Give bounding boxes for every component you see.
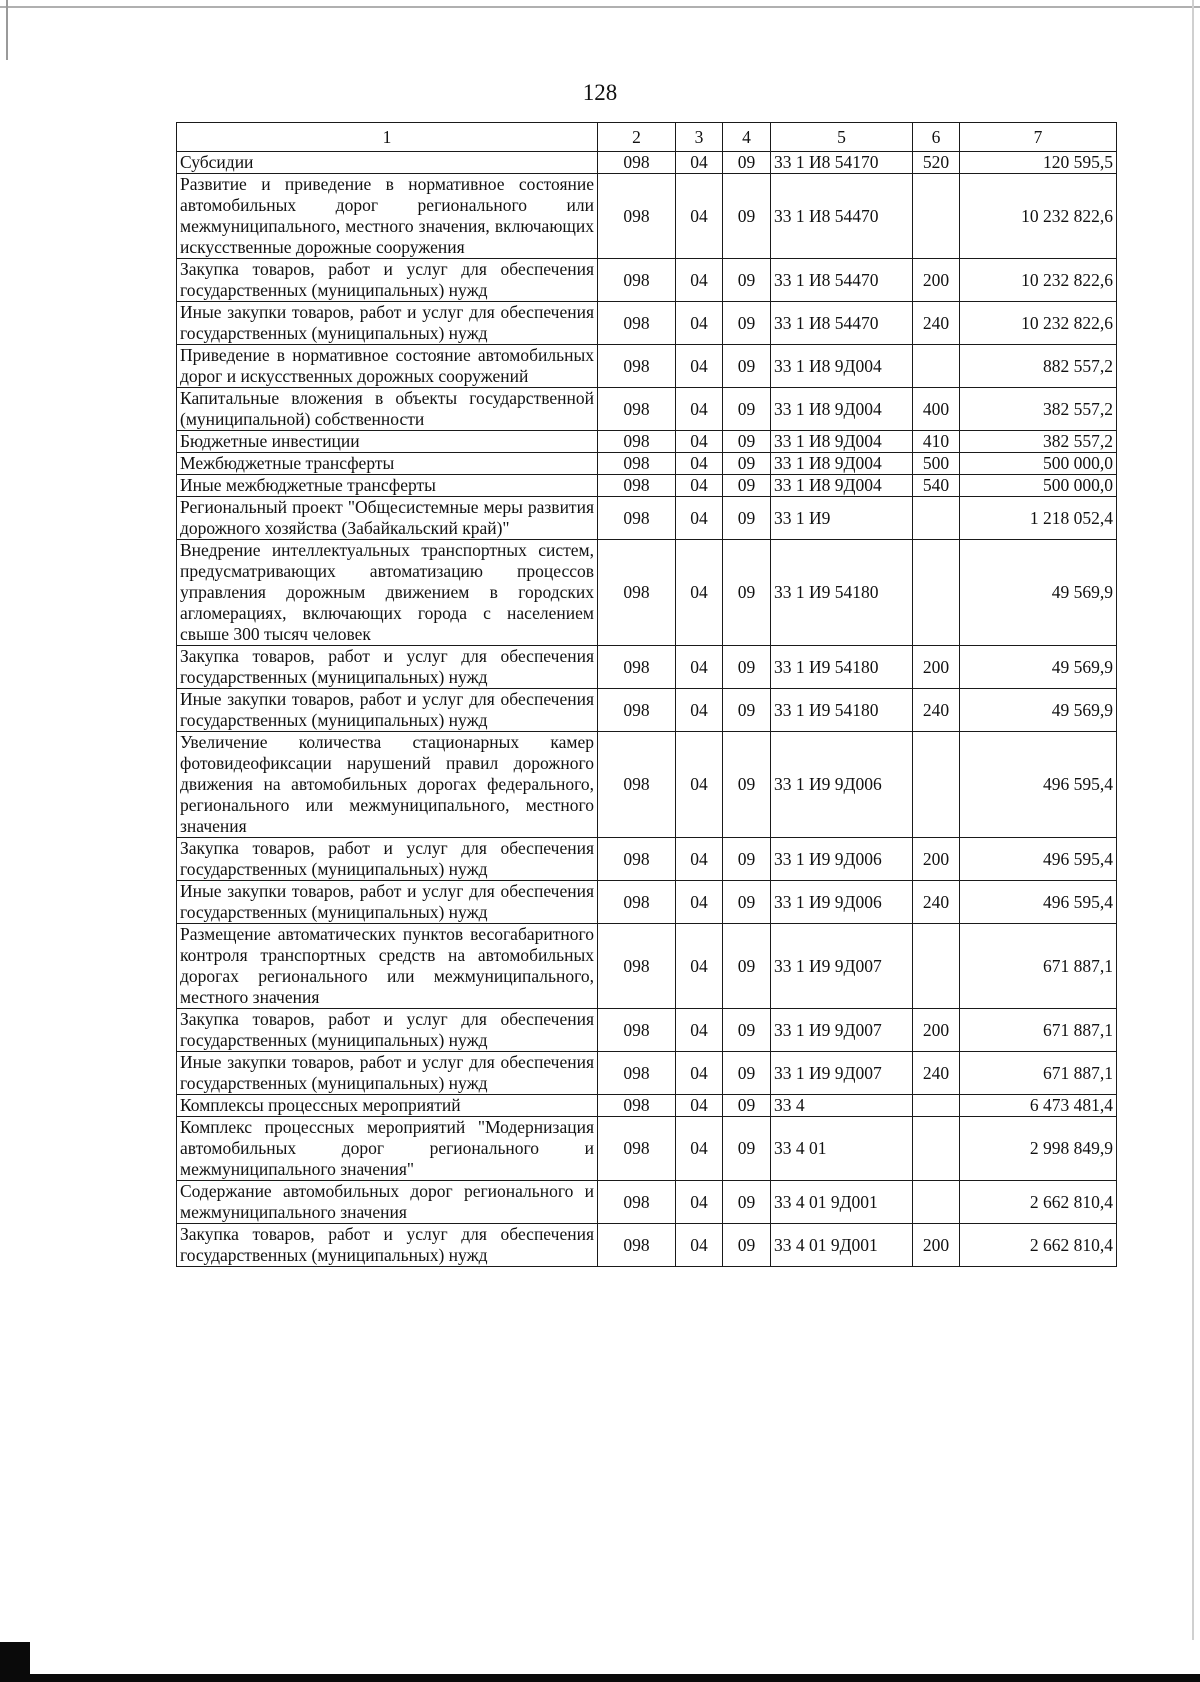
table-row: [177, 1052, 1117, 1095]
row-expense-type-cell: [913, 732, 960, 838]
row-subsection-cell: 09: [723, 1224, 771, 1267]
row-subsection-cell: 09: [723, 152, 771, 174]
row-section-cell: 04: [676, 475, 723, 497]
row-subsection-cell: 09: [723, 540, 771, 646]
table-row: [177, 1117, 1117, 1181]
row-amount-cell: 671 887,1: [960, 1009, 1117, 1052]
scan-left-edge: [6, 0, 8, 60]
row-expense-type-cell: [913, 1095, 960, 1117]
table-row: [177, 732, 1117, 838]
row-expense-type-cell: 200: [913, 1224, 960, 1267]
header-col-4: 4: [723, 123, 771, 152]
row-admin-code-cell: 098: [598, 1117, 676, 1181]
row-expense-type-cell: 400: [913, 388, 960, 431]
row-subsection-cell: 09: [723, 1052, 771, 1095]
row-target-article-cell: 33 4: [771, 1095, 913, 1117]
row-target-article-cell: 33 1 И8 9Д004: [771, 475, 913, 497]
row-name-cell: Иные закупки товаров, работ и услуг для обеспечения государственных (муниципальных) нужд: [177, 302, 598, 345]
row-target-article-cell: 33 1 И8 9Д004: [771, 453, 913, 475]
row-expense-type-cell: 540: [913, 475, 960, 497]
row-name-cell: Закупка товаров, работ и услуг для обеспечения государственных (муниципальных) нужд: [177, 838, 598, 881]
row-admin-code-cell: 098: [598, 689, 676, 732]
row-subsection-cell: 09: [723, 431, 771, 453]
row-subsection-cell: 09: [723, 1009, 771, 1052]
row-section-cell: 04: [676, 646, 723, 689]
row-target-article-cell: 33 4 01 9Д001: [771, 1181, 913, 1224]
header-row: [177, 123, 1117, 152]
row-section-cell: 04: [676, 838, 723, 881]
row-admin-code-cell: 098: [598, 302, 676, 345]
row-target-article-cell: 33 1 И9 9Д006: [771, 732, 913, 838]
header-col-5: 5: [771, 123, 913, 152]
header-col-3: 3: [676, 123, 723, 152]
table-row: [177, 453, 1117, 475]
row-name-cell: Комплексы процессных мероприятий: [177, 1095, 598, 1117]
row-name-cell: Иные межбюджетные трансферты: [177, 475, 598, 497]
row-target-article-cell: 33 1 И9 9Д007: [771, 1009, 913, 1052]
row-target-article-cell: 33 1 И8 54470: [771, 259, 913, 302]
table-row: [177, 881, 1117, 924]
row-expense-type-cell: [913, 345, 960, 388]
row-name-cell: Капитальные вложения в объекты государственной (муниципальной) собственности: [177, 388, 598, 431]
row-target-article-cell: 33 1 И9 54180: [771, 689, 913, 732]
row-subsection-cell: 09: [723, 345, 771, 388]
row-amount-cell: 382 557,2: [960, 431, 1117, 453]
row-amount-cell: 49 569,9: [960, 689, 1117, 732]
row-subsection-cell: 09: [723, 475, 771, 497]
table-row: [177, 1009, 1117, 1052]
row-target-article-cell: 33 1 И9 9Д006: [771, 881, 913, 924]
row-amount-cell: 10 232 822,6: [960, 259, 1117, 302]
row-subsection-cell: 09: [723, 1095, 771, 1117]
row-name-cell: Иные закупки товаров, работ и услуг для обеспечения государственных (муниципальных) нужд: [177, 881, 598, 924]
row-section-cell: 04: [676, 388, 723, 431]
row-subsection-cell: 09: [723, 838, 771, 881]
row-target-article-cell: 33 1 И8 9Д004: [771, 345, 913, 388]
row-target-article-cell: 33 1 И9 9Д006: [771, 838, 913, 881]
row-section-cell: 04: [676, 302, 723, 345]
row-section-cell: 04: [676, 152, 723, 174]
row-subsection-cell: 09: [723, 497, 771, 540]
table-row: [177, 174, 1117, 259]
row-admin-code-cell: 098: [598, 924, 676, 1009]
row-subsection-cell: 09: [723, 453, 771, 475]
row-expense-type-cell: 240: [913, 689, 960, 732]
row-admin-code-cell: 098: [598, 174, 676, 259]
table-row: [177, 924, 1117, 1009]
row-target-article-cell: 33 1 И8 54470: [771, 302, 913, 345]
page-number: 128: [582, 80, 618, 105]
header-col-7: 7: [960, 123, 1117, 152]
table-row: [177, 345, 1117, 388]
row-expense-type-cell: 240: [913, 1052, 960, 1095]
row-amount-cell: 671 887,1: [960, 1052, 1117, 1095]
row-admin-code-cell: 098: [598, 1009, 676, 1052]
row-subsection-cell: 09: [723, 924, 771, 1009]
row-section-cell: 04: [676, 259, 723, 302]
row-target-article-cell: 33 1 И8 54470: [771, 174, 913, 259]
table-row: [177, 475, 1117, 497]
row-admin-code-cell: 098: [598, 881, 676, 924]
row-amount-cell: 882 557,2: [960, 345, 1117, 388]
row-name-cell: Бюджетные инвестиции: [177, 431, 598, 453]
row-expense-type-cell: 200: [913, 838, 960, 881]
row-subsection-cell: 09: [723, 1181, 771, 1224]
row-admin-code-cell: 098: [598, 345, 676, 388]
row-section-cell: 04: [676, 689, 723, 732]
row-subsection-cell: 09: [723, 881, 771, 924]
row-admin-code-cell: 098: [598, 838, 676, 881]
table-row: [177, 388, 1117, 431]
row-admin-code-cell: 098: [598, 732, 676, 838]
row-section-cell: 04: [676, 345, 723, 388]
table-row: [177, 1181, 1117, 1224]
row-section-cell: 04: [676, 881, 723, 924]
row-name-cell: Содержание автомобильных дорог регионального и межмуниципального значения: [177, 1181, 598, 1224]
row-expense-type-cell: [913, 1117, 960, 1181]
row-name-cell: Закупка товаров, работ и услуг для обеспечения государственных (муниципальных) нужд: [177, 646, 598, 689]
table-row: [177, 1095, 1117, 1117]
row-expense-type-cell: 240: [913, 302, 960, 345]
row-section-cell: 04: [676, 1009, 723, 1052]
scan-top-edge: [0, 6, 1200, 8]
row-subsection-cell: 09: [723, 1117, 771, 1181]
row-name-cell: Межбюджетные трансферты: [177, 453, 598, 475]
row-expense-type-cell: 500: [913, 453, 960, 475]
row-section-cell: 04: [676, 540, 723, 646]
row-target-article-cell: 33 1 И8 9Д004: [771, 431, 913, 453]
table-row: [177, 838, 1117, 881]
row-admin-code-cell: 098: [598, 152, 676, 174]
row-section-cell: 04: [676, 1052, 723, 1095]
row-amount-cell: 6 473 481,4: [960, 1095, 1117, 1117]
row-amount-cell: 496 595,4: [960, 732, 1117, 838]
row-name-cell: Закупка товаров, работ и услуг для обеспечения государственных (муниципальных) нужд: [177, 1224, 598, 1267]
table-row: [177, 646, 1117, 689]
row-subsection-cell: 09: [723, 302, 771, 345]
row-admin-code-cell: 098: [598, 540, 676, 646]
row-name-cell: Закупка товаров, работ и услуг для обеспечения государственных (муниципальных) нужд: [177, 259, 598, 302]
row-amount-cell: 2 662 810,4: [960, 1224, 1117, 1267]
row-admin-code-cell: 098: [598, 453, 676, 475]
row-target-article-cell: 33 1 И9 54180: [771, 646, 913, 689]
row-name-cell: Иные закупки товаров, работ и услуг для обеспечения государственных (муниципальных) нужд: [177, 1052, 598, 1095]
row-name-cell: Региональный проект "Общесистемные меры развития дорожного хозяйства (Забайкальский край)": [177, 497, 598, 540]
table-row: [177, 497, 1117, 540]
row-amount-cell: 500 000,0: [960, 453, 1117, 475]
row-admin-code-cell: 098: [598, 388, 676, 431]
row-amount-cell: 382 557,2: [960, 388, 1117, 431]
row-section-cell: 04: [676, 174, 723, 259]
table-row: [177, 1224, 1117, 1267]
row-name-cell: Развитие и приведение в нормативное состояние автомобильных дорог регионального или межмуниципального, местного значения, включающих искусственные дорожные сооружения: [177, 174, 598, 259]
row-section-cell: 04: [676, 924, 723, 1009]
row-admin-code-cell: 098: [598, 646, 676, 689]
scan-right-edge: [1192, 0, 1194, 1640]
row-subsection-cell: 09: [723, 174, 771, 259]
row-amount-cell: 10 232 822,6: [960, 174, 1117, 259]
row-name-cell: Приведение в нормативное состояние автомобильных дорог и искусственных дорожных сооружений: [177, 345, 598, 388]
row-expense-type-cell: 240: [913, 881, 960, 924]
row-target-article-cell: 33 4 01: [771, 1117, 913, 1181]
row-subsection-cell: 09: [723, 689, 771, 732]
table-row: [177, 431, 1117, 453]
row-section-cell: 04: [676, 732, 723, 838]
row-admin-code-cell: 098: [598, 1181, 676, 1224]
row-amount-cell: 500 000,0: [960, 475, 1117, 497]
row-amount-cell: 2 998 849,9: [960, 1117, 1117, 1181]
row-amount-cell: 496 595,4: [960, 838, 1117, 881]
header-col-1: 1: [177, 123, 598, 152]
row-admin-code-cell: 098: [598, 259, 676, 302]
row-target-article-cell: 33 1 И9 9Д007: [771, 924, 913, 1009]
row-expense-type-cell: 520: [913, 152, 960, 174]
row-section-cell: 04: [676, 1224, 723, 1267]
row-name-cell: Размещение автоматических пунктов весогабаритного контроля транспортных средств на автомобильных дорогах регионального или межмуниципального, местного значения: [177, 924, 598, 1009]
row-subsection-cell: 09: [723, 732, 771, 838]
row-target-article-cell: 33 1 И9 54180: [771, 540, 913, 646]
row-expense-type-cell: [913, 540, 960, 646]
row-admin-code-cell: 098: [598, 1052, 676, 1095]
row-amount-cell: 49 569,9: [960, 646, 1117, 689]
row-name-cell: Увеличение количества стационарных камер фотовидеофиксации нарушений правил дорожного движения на автомобильных дорогах федерального, регионального или межмуниципального, местного значения: [177, 732, 598, 838]
scan-bottom-edge: [0, 1674, 1200, 1682]
row-amount-cell: 10 232 822,6: [960, 302, 1117, 345]
row-admin-code-cell: 098: [598, 431, 676, 453]
row-name-cell: Закупка товаров, работ и услуг для обеспечения государственных (муниципальных) нужд: [177, 1009, 598, 1052]
row-target-article-cell: 33 1 И9: [771, 497, 913, 540]
row-expense-type-cell: [913, 497, 960, 540]
row-amount-cell: 1 218 052,4: [960, 497, 1117, 540]
header-col-2: 2: [598, 123, 676, 152]
table-body: [177, 152, 1117, 1267]
scan-bottom-left-corner: [0, 1642, 30, 1682]
row-section-cell: 04: [676, 1117, 723, 1181]
row-target-article-cell: 33 4 01 9Д001: [771, 1224, 913, 1267]
table-row: [177, 302, 1117, 345]
row-name-cell: Внедрение интеллектуальных транспортных систем, предусматривающих автоматизацию процессов управления дорожным движением в городских агломерациях, включающих города с населением свыше 300 тысяч человек: [177, 540, 598, 646]
row-target-article-cell: 33 1 И8 54170: [771, 152, 913, 174]
table-row: [177, 259, 1117, 302]
row-target-article-cell: 33 1 И8 9Д004: [771, 388, 913, 431]
row-section-cell: 04: [676, 497, 723, 540]
table-row: [177, 689, 1117, 732]
row-expense-type-cell: 200: [913, 646, 960, 689]
row-amount-cell: 120 595,5: [960, 152, 1117, 174]
row-name-cell: Субсидии: [177, 152, 598, 174]
row-expense-type-cell: [913, 924, 960, 1009]
row-subsection-cell: 09: [723, 259, 771, 302]
row-section-cell: 04: [676, 431, 723, 453]
row-admin-code-cell: 098: [598, 1224, 676, 1267]
row-admin-code-cell: 098: [598, 475, 676, 497]
row-section-cell: 04: [676, 1181, 723, 1224]
table-row: [177, 540, 1117, 646]
header-col-6: 6: [913, 123, 960, 152]
row-expense-type-cell: 200: [913, 259, 960, 302]
table-row: [177, 152, 1117, 174]
row-admin-code-cell: 098: [598, 497, 676, 540]
row-amount-cell: 496 595,4: [960, 881, 1117, 924]
row-amount-cell: 49 569,9: [960, 540, 1117, 646]
row-target-article-cell: 33 1 И9 9Д007: [771, 1052, 913, 1095]
row-subsection-cell: 09: [723, 388, 771, 431]
row-section-cell: 04: [676, 1095, 723, 1117]
row-subsection-cell: 09: [723, 646, 771, 689]
row-name-cell: Иные закупки товаров, работ и услуг для обеспечения государственных (муниципальных) нужд: [177, 689, 598, 732]
budget-table: [176, 122, 1117, 1267]
row-admin-code-cell: 098: [598, 1095, 676, 1117]
row-expense-type-cell: [913, 174, 960, 259]
row-expense-type-cell: 200: [913, 1009, 960, 1052]
row-section-cell: 04: [676, 453, 723, 475]
row-amount-cell: 2 662 810,4: [960, 1181, 1117, 1224]
row-expense-type-cell: [913, 1181, 960, 1224]
row-name-cell: Комплекс процессных мероприятий "Модернизация автомобильных дорог регионального и межмуниципального значения": [177, 1117, 598, 1181]
row-expense-type-cell: 410: [913, 431, 960, 453]
row-amount-cell: 671 887,1: [960, 924, 1117, 1009]
